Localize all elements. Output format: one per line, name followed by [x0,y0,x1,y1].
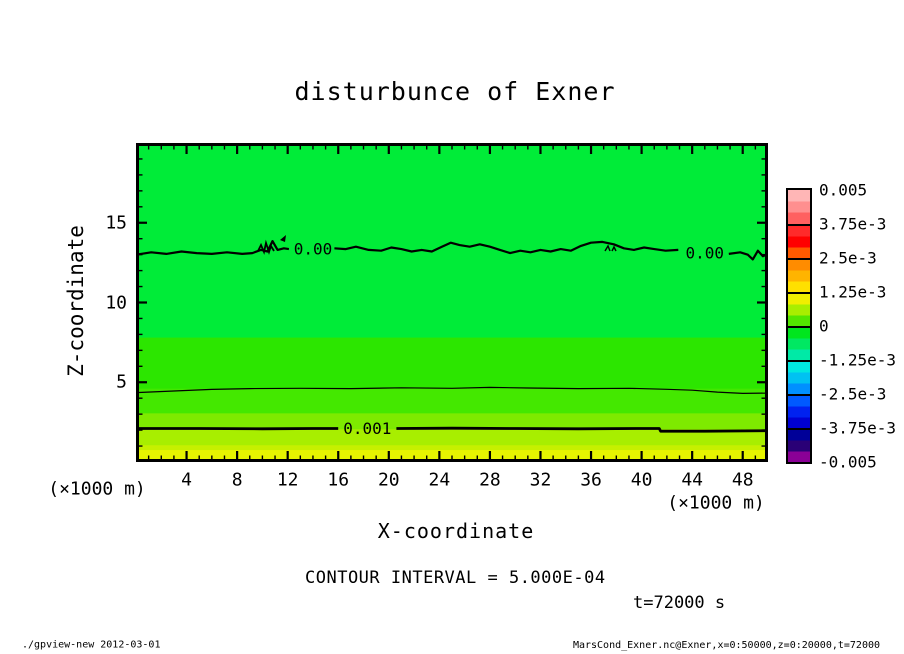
z-tick-label: 15 [105,212,127,234]
plot-title: disturbunce of Exner [294,77,616,106]
x-tick-label: 8 [231,469,243,491]
x-tick-label: 24 [428,469,451,491]
colorbar-cell [788,190,810,224]
plot-area [136,143,768,462]
colorbar-cell [788,258,810,292]
fill-band [136,143,768,338]
contour-fill-bands [136,143,768,462]
z-tick-label: 5 [116,371,127,393]
footer-dataset-text: MarsCond_Exner.nc@Exner,x=0:50000,z=0:20000,t=72000 [572,640,880,651]
colorbar-cell [788,292,810,326]
contour-label: 0.001 [343,419,392,439]
x-axis-title: X-coordinate [377,519,535,543]
footer-command-text: ./gpview-new 2012-03-01 [22,639,161,651]
fill-band [136,389,768,414]
colorbar-tick-label: 1.25e-3 [819,282,887,302]
colorbar-tick-label: -1.25e-3 [819,350,897,370]
x-unit-label: (×1000 m) [667,492,765,514]
x-tick-label: 20 [377,469,400,491]
colorbar-cell [788,360,810,394]
z-unit-label: (×1000 m) [48,478,146,500]
x-tick-label: 12 [276,469,299,491]
colorbar-tick-label: -3.75e-3 [819,418,897,438]
colorbar-tick-label: -0.005 [819,452,877,472]
time-stamp-label: t=72000 s [633,593,726,613]
x-tick-label: 36 [580,469,602,491]
colorbar-cell [788,394,810,428]
x-tick-label: 16 [327,469,350,491]
x-tick-label: 48 [731,469,754,491]
colorbar-cell [788,224,810,258]
contour-interval-note: CONTOUR INTERVAL = 5.000E-04 [305,568,606,588]
x-tick-label: 32 [529,469,552,491]
fill-band [136,445,768,450]
fill-band [136,338,768,390]
x-tick-label: 40 [630,469,653,491]
colorbar-tick-label: 2.5e-3 [819,248,877,268]
colorbar-tick-label: 3.75e-3 [819,214,887,234]
colorbar-cell [788,428,810,462]
z-tick-label: 10 [105,292,127,313]
colorbar-cell [788,326,810,360]
x-tick-label: 4 [181,469,192,491]
x-tick-label: 28 [479,469,501,491]
contour-label: 0.00 [685,243,725,263]
colorbar-tick-label: 0.005 [819,180,868,200]
z-axis-title: Z-coordinate [64,225,88,377]
colorbar-tick-label: 0 [819,316,829,336]
colorbar-tick-label: -2.5e-3 [819,384,887,404]
x-tick-label: 44 [681,469,703,491]
contour-label: 0.00 [293,239,333,259]
colorbar [786,188,812,464]
